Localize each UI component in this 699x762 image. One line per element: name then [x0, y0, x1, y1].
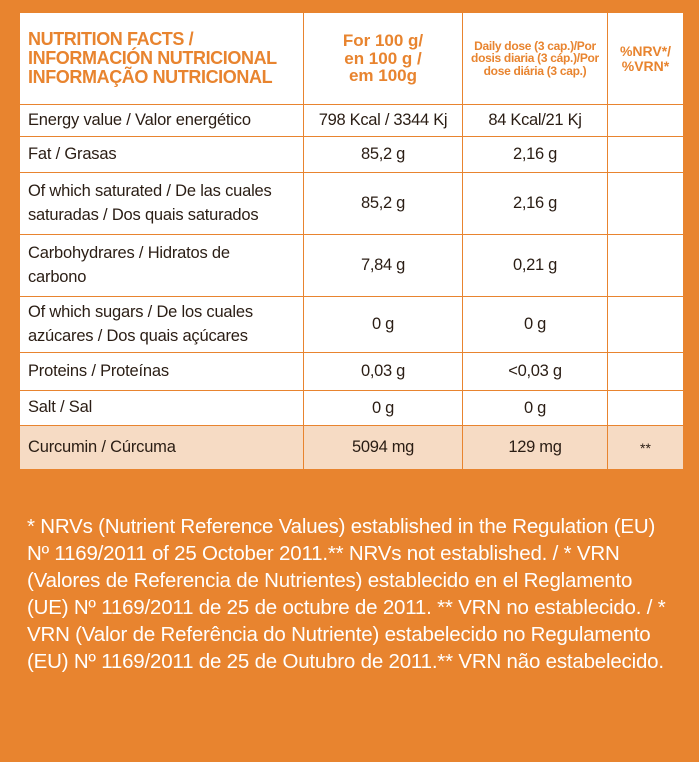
- row-label-line: Carbohydrares / Hidratos de: [28, 243, 230, 262]
- row-label: [20, 137, 304, 173]
- table-row-sugars: [20, 297, 684, 353]
- value-nrv: [608, 297, 684, 353]
- value-daily-dose: <0,03 g: [463, 353, 608, 391]
- row-label-line: Proteins / Proteínas: [28, 361, 169, 380]
- row-label: [20, 173, 304, 235]
- row-label: [20, 235, 304, 297]
- row-label: [20, 391, 304, 426]
- footnote-text: * NRVs (Nutrient Reference Values) established in the Regulation (EU) Nº 1169/2011 of 25 October 2011.** NRVs not established. / * VRN (Valores de Referencia de Nutrientes) establecido en el Reglamento (UE) Nº 1169/2011 de 25 de octubre de 2011. ** VRN no establecido. / * VRN (Valor de Referência do Nutriente) estabelecido no Regulamento (EU) Nº 1169/2011 de 25 de Outubro de 2011.** VRN não estabelecido.: [27, 515, 666, 673]
- value-daily-dose: 2,16 g: [463, 173, 608, 235]
- header-nrv: [608, 13, 684, 105]
- row-label: [20, 426, 304, 470]
- value-nrv: [608, 173, 684, 235]
- value-daily-dose: 0 g: [463, 297, 608, 353]
- value-nrv: [608, 353, 684, 391]
- header-dose-line: Daily dose (3 cap.)/Por: [474, 38, 596, 53]
- value-per-100g: 0 g: [304, 391, 463, 426]
- header-label-line: INFORMACIÓN NUTRICIONAL: [28, 48, 277, 69]
- row-label: [20, 353, 304, 391]
- value-per-100g: 85,2 g: [304, 137, 463, 173]
- header-per100-line: en 100 g /: [344, 48, 422, 68]
- header-daily-dose: [463, 13, 608, 105]
- header-per100-line: em 100g: [348, 66, 418, 86]
- value-per-100g: 7,84 g: [304, 235, 463, 297]
- value-daily-dose: 0,21 g: [463, 235, 608, 297]
- row-label-line: Of which sugars / De los cuales: [28, 302, 253, 321]
- table-row-fat: [20, 137, 684, 173]
- table-row-curcumin: [20, 426, 684, 470]
- row-label: [20, 297, 304, 353]
- value-nrv: [608, 391, 684, 426]
- header-label-line: INFORMAÇÃO NUTRICIONAL: [28, 66, 273, 87]
- value-daily-dose: 129 mg: [463, 426, 608, 470]
- header-dose-line: dosis diaria (3 cáp.)/Por: [471, 51, 599, 66]
- header-nrv-line: %VRN*: [621, 57, 670, 74]
- table-row-saturated: [20, 173, 684, 235]
- value-nrv: [608, 235, 684, 297]
- row-label: [20, 105, 304, 137]
- row-label-line: carbono: [28, 267, 87, 286]
- header-nrv-line: %NRV*/: [619, 42, 672, 59]
- value-nrv: [608, 137, 684, 173]
- row-label-line: saturadas / Dos quais saturados: [28, 205, 259, 224]
- header-row: [20, 13, 684, 105]
- header-dose-line: dose diária (3 cap.): [483, 63, 587, 78]
- row-label-line: Salt / Sal: [28, 398, 93, 417]
- value-nrv: [608, 105, 684, 137]
- row-label-line: Fat / Grasas: [28, 144, 117, 163]
- header-label-line: NUTRITION FACTS /: [28, 29, 194, 50]
- row-label-line: Curcumin / Cúrcuma: [28, 437, 176, 456]
- value-nrv: **: [608, 426, 684, 470]
- value-daily-dose: 2,16 g: [463, 137, 608, 173]
- value-per-100g: 0,03 g: [304, 353, 463, 391]
- table-row-carbohydrates: [20, 235, 684, 297]
- row-label-line: azúcares / Dos quais açúcares: [28, 326, 248, 345]
- value-per-100g: 798 Kcal / 3344 Kj: [304, 105, 463, 137]
- header-per100-line: For 100 g/: [342, 30, 424, 50]
- table-row-proteins: [20, 353, 684, 391]
- header-nutrition-facts: [20, 13, 304, 105]
- nutrition-table: [19, 12, 684, 470]
- table-row-salt: [20, 391, 684, 426]
- row-label-line: Of which saturated / De las cuales: [28, 181, 272, 200]
- value-per-100g: 85,2 g: [304, 173, 463, 235]
- value-per-100g: 0 g: [304, 297, 463, 353]
- value-per-100g: 5094 mg: [304, 426, 463, 470]
- value-daily-dose: 84 Kcal/21 Kj: [463, 105, 608, 137]
- row-label-line: Energy value / Valor energético: [28, 110, 251, 129]
- header-per-100g: [304, 13, 463, 105]
- table-row-energy: [20, 105, 684, 137]
- value-daily-dose: 0 g: [463, 391, 608, 426]
